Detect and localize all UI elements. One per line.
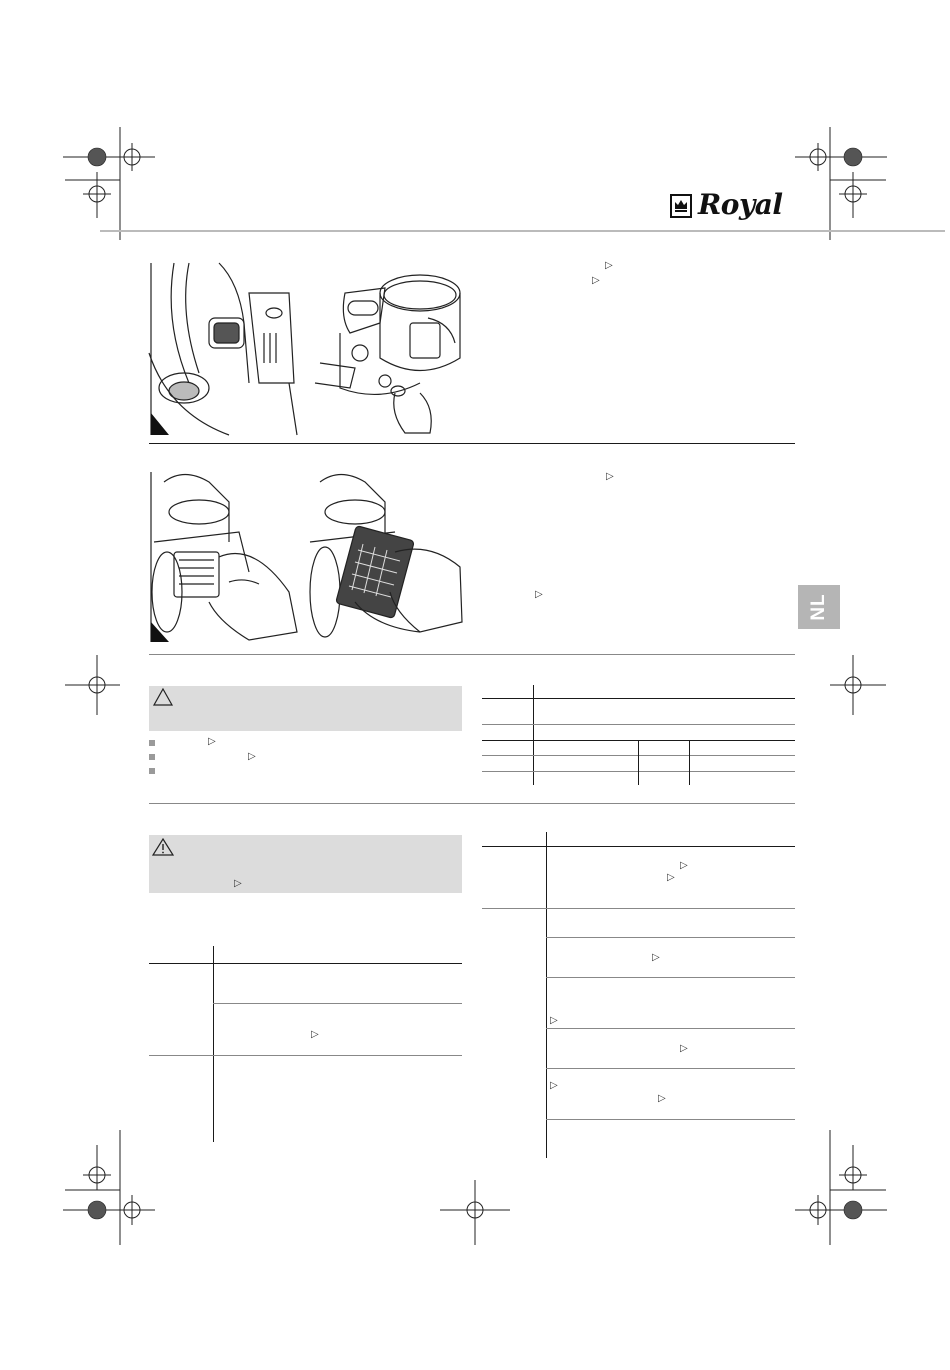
- table-row: [546, 1028, 795, 1029]
- step-arrow-icon: ▷: [550, 1080, 558, 1091]
- figure-mid-left: [149, 472, 299, 644]
- table-row: [482, 724, 795, 725]
- figure-top-right: [310, 263, 475, 438]
- table-row: [149, 963, 462, 964]
- step-arrow-icon: ▷: [667, 872, 675, 883]
- step-arrow-icon: ▷: [208, 736, 216, 747]
- section-divider: [149, 654, 795, 655]
- step-arrow-icon: ▷: [535, 589, 543, 600]
- table-divider: [546, 832, 547, 1158]
- table-divider: [689, 740, 690, 785]
- table-row: [149, 1055, 462, 1056]
- warning-box: [149, 835, 462, 893]
- step-arrow-icon: ▷: [605, 260, 613, 271]
- step-arrow-icon: ▷: [680, 1043, 688, 1054]
- figure-mid-right: [300, 472, 465, 644]
- language-tab-label: NL: [808, 593, 829, 621]
- section-divider: [149, 443, 795, 444]
- crown-icon: [670, 194, 692, 218]
- brand-name: Royal: [698, 188, 783, 221]
- note-box: [149, 686, 462, 731]
- figure-top-left: [149, 263, 299, 438]
- square-bullet-icon: [149, 754, 155, 760]
- step-arrow-icon: ▷: [606, 471, 614, 482]
- table-row: [546, 1068, 795, 1069]
- table-divider: [213, 946, 214, 1142]
- table-row: [482, 908, 795, 909]
- table-row: [482, 698, 795, 699]
- step-arrow-icon: ▷: [248, 751, 256, 762]
- square-bullet-icon: [149, 768, 155, 774]
- table-row: [546, 937, 795, 938]
- table-row: [213, 1003, 462, 1004]
- step-arrow-icon: ▷: [592, 275, 600, 286]
- table-divider: [638, 740, 639, 785]
- step-arrow-icon: ▷: [652, 952, 660, 963]
- table-row: [546, 1119, 795, 1120]
- step-arrow-icon: ▷: [311, 1029, 319, 1040]
- square-bullet-icon: [149, 740, 155, 746]
- table-divider: [533, 685, 534, 785]
- step-arrow-icon: ▷: [680, 860, 688, 871]
- step-arrow-icon: ▷: [234, 878, 242, 889]
- step-arrow-icon: ▷: [550, 1015, 558, 1026]
- warning-triangle-icon: [152, 838, 174, 856]
- language-tab: [798, 585, 840, 629]
- section-divider: [149, 803, 795, 804]
- table-row: [482, 846, 795, 847]
- warning-triangle-icon: [153, 688, 173, 706]
- step-arrow-icon: ▷: [658, 1093, 666, 1104]
- table-row: [546, 977, 795, 978]
